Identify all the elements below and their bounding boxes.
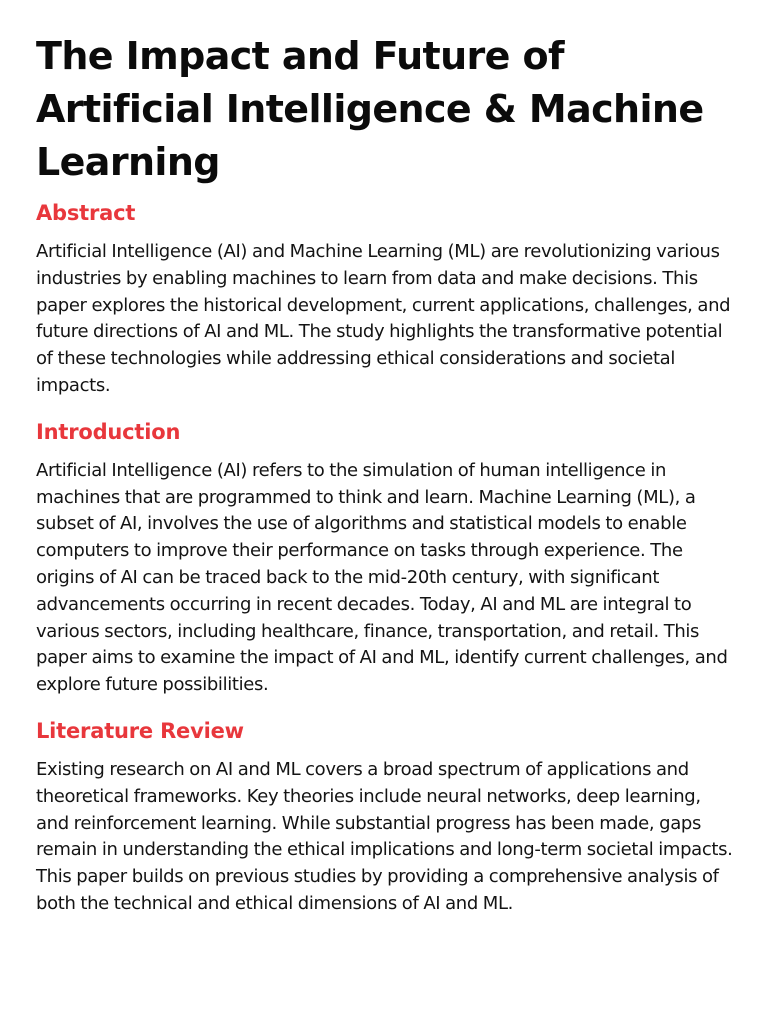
document-title: The Impact and Future of Artificial Intelligence & Machine Learning	[36, 34, 704, 184]
section-body-introduction: Artificial Intelligence (AI) refers to the simulation of human intelligence in machines that are programmed to think and learn. Machine Learning (ML), a subset of AI, involves the use of algorithms and statistical models to enable computers to improve their performance on tasks through experience. The origins of AI can be traced back to the mid-20th century, with significant advancements occurring in recent decades. Today, AI and ML are integral to various sectors, including healthcare, finance, transportation, and retail. This paper aims to examine the impact of AI and ML, identify current challenges, and explore future possibilities.	[36, 459, 728, 696]
section-introduction	[36, 418, 736, 699]
section-literature-review	[36, 717, 736, 918]
section-heading-literature-review: Literature Review	[36, 718, 244, 743]
section-heading-abstract: Abstract	[36, 201, 136, 225]
section-abstract	[36, 199, 736, 400]
section-body-literature-review: Existing research on AI and ML covers a broad spectrum of applications and theoretical frameworks. Key theories include neural networks, deep learning, and reinforcement learning. While substantial progress has been made, gaps remain in understanding the ethical implications and long-term societal impacts. This paper builds on previous studies by providing a comprehensive analysis of both the technical and ethical dimensions of AI and ML.	[36, 758, 733, 914]
section-heading-introduction: Introduction	[36, 419, 181, 444]
document-page	[36, 30, 736, 918]
section-body-abstract: Artificial Intelligence (AI) and Machine Learning (ML) are revolutionizing various industries by enabling machines to learn from data and make decisions. This paper explores the historical development, current applications, challenges, and future directions of AI and ML. The study highlights the transformative potential of these technologies while addressing ethical considerations and societal impacts.	[36, 241, 731, 396]
